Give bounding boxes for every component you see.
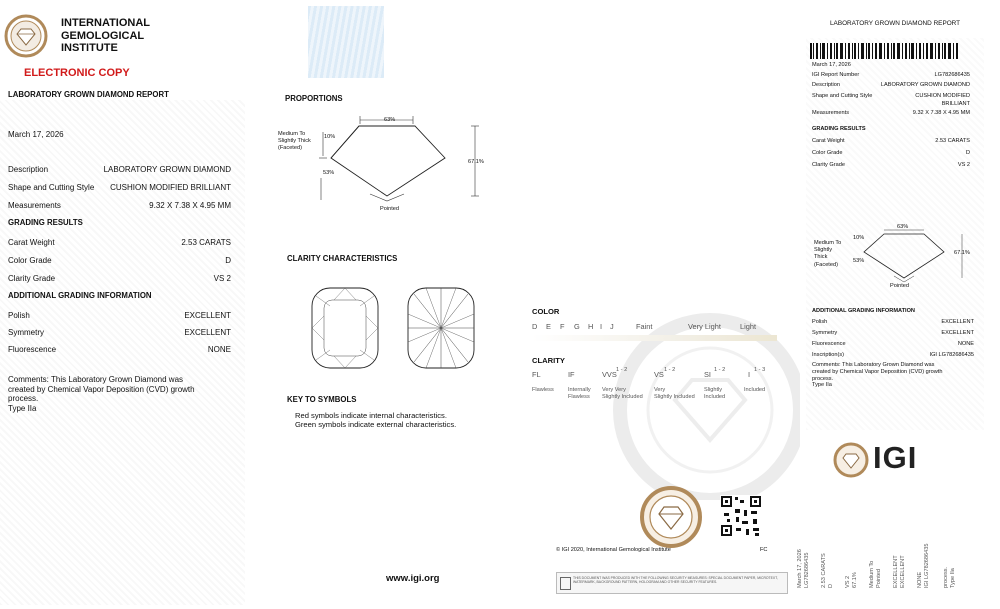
right-depth-percent: 67.1% bbox=[954, 250, 970, 256]
report-title: LABORATORY GROWN DIAMOND REPORT bbox=[8, 90, 169, 99]
rotated-line: VS 2 bbox=[845, 575, 851, 588]
row-value: D bbox=[965, 150, 970, 156]
color-grade: G bbox=[574, 322, 580, 331]
color-light: Light bbox=[740, 322, 757, 331]
comments-line: Comments: This Laboratory Grown Diamond was bbox=[8, 375, 184, 384]
igi-gold-seal-icon bbox=[640, 486, 702, 548]
igi-logo-text: IGI bbox=[873, 440, 918, 475]
right-date: March 17, 2026 bbox=[812, 62, 851, 68]
rotated-line: EXCELLENT bbox=[893, 555, 899, 588]
row-label: Symmetry bbox=[8, 328, 44, 337]
rotated-line: NONE bbox=[917, 571, 923, 588]
rotated-line: Pointed bbox=[876, 569, 882, 588]
fc-code: FC bbox=[760, 547, 768, 553]
row-label: Polish bbox=[8, 311, 30, 320]
comments-line: Comments: This Laboratory Grown Diamond was bbox=[812, 362, 935, 368]
comments-text bbox=[8, 375, 195, 413]
color-grade: E bbox=[546, 322, 551, 331]
rotated-text bbox=[943, 500, 957, 588]
security-fine-print: THIS DOCUMENT WAS PRODUCED WITH THE FOLLOWING SECURITY MEASURES: SPECIAL DOCUMENT PAPER, MICROTEXT, WATERMARK, BACKGROUND PATTERN, HOLOGRAM AND OTHER SECURITY FEATURES. bbox=[573, 576, 778, 585]
rotated-line: LG782686435 bbox=[804, 552, 810, 588]
right-report-title: LABORATORY GROWN DIAMOND REPORT bbox=[830, 20, 961, 27]
row-value: EXCELLENT bbox=[941, 330, 974, 336]
document-icon bbox=[560, 577, 571, 590]
right-row bbox=[812, 341, 974, 352]
right-row bbox=[812, 108, 970, 117]
rotated-line: process. bbox=[943, 566, 949, 588]
comments-line: Type IIa bbox=[812, 382, 832, 389]
key-to-symbols-title: KEY TO SYMBOLS bbox=[287, 395, 357, 404]
hologram-image bbox=[308, 6, 384, 78]
symmetry-row bbox=[8, 328, 231, 337]
row-value: D bbox=[225, 256, 231, 265]
row-value: EXCELLENT bbox=[941, 319, 974, 325]
right-culet-label: Pointed bbox=[890, 283, 909, 289]
clarity-grade-sup: 1 - 3 bbox=[754, 367, 766, 373]
rotated-line: D bbox=[828, 583, 834, 588]
clarity-desc: Slightly Included bbox=[602, 394, 643, 400]
rotated-summary-strip bbox=[797, 500, 977, 592]
qr-code-icon[interactable] bbox=[720, 495, 762, 537]
girdle-line: Medium To bbox=[814, 240, 842, 246]
rotated-line: Type IIa bbox=[950, 568, 956, 588]
clarity-desc-row bbox=[532, 387, 782, 403]
institute-name bbox=[61, 17, 150, 55]
crown-view-plot bbox=[312, 288, 378, 368]
row-label: Description bbox=[8, 165, 49, 174]
igi-seal-icon bbox=[4, 14, 48, 58]
row-label: Measurements bbox=[812, 109, 849, 116]
color-row bbox=[8, 256, 231, 265]
row-value: EXCELLENT bbox=[184, 328, 231, 337]
key-line-green: Green symbols indicate external characteristics. bbox=[295, 420, 457, 429]
pavilion-percent: 53% bbox=[323, 170, 335, 176]
row-label: Inscription(s) bbox=[812, 352, 845, 358]
table-percent: 63% bbox=[384, 117, 396, 123]
right-row bbox=[812, 80, 970, 91]
right-row bbox=[812, 352, 974, 361]
report-date: March 17, 2026 bbox=[8, 130, 64, 139]
row-label: Clarity Grade bbox=[812, 162, 845, 168]
institute-line-1: INTERNATIONAL bbox=[61, 17, 151, 29]
clarity-plot-diagrams bbox=[310, 286, 490, 372]
girdle-line: Slightly Thick bbox=[278, 138, 311, 144]
grading-results-title: GRADING RESULTS bbox=[8, 218, 83, 227]
row-value: NONE bbox=[207, 345, 231, 354]
rotated-text bbox=[821, 500, 835, 588]
clarity-desc: Internally bbox=[568, 387, 591, 393]
rotated-text bbox=[917, 500, 931, 588]
row-label: IGI Report Number bbox=[812, 72, 860, 78]
electronic-copy-label: ELECTRONIC COPY bbox=[24, 67, 130, 79]
igi-logo-seal-icon bbox=[833, 442, 869, 478]
clarity-grade: SI bbox=[704, 370, 711, 379]
row-value: 2.53 CARATS bbox=[935, 138, 970, 144]
row-label: Color Grade bbox=[8, 256, 52, 265]
row-label: Measurements bbox=[8, 201, 61, 210]
clarity-grade: FL bbox=[532, 370, 541, 379]
clarity-grade-sup: 1 - 2 bbox=[616, 367, 628, 373]
right-comments bbox=[812, 362, 942, 389]
girdle-line: Slightly bbox=[814, 247, 833, 254]
color-grade: F bbox=[560, 322, 565, 331]
clarity-grade-sup: 1 - 2 bbox=[664, 367, 676, 373]
carat-row bbox=[8, 238, 231, 247]
fluorescence-row bbox=[8, 345, 231, 354]
institute-line-2: GEMOLOGICAL bbox=[61, 29, 145, 42]
website-link[interactable]: www.igi.org bbox=[386, 573, 440, 584]
right-row bbox=[812, 330, 974, 341]
right-girdle-label bbox=[814, 240, 841, 269]
row-label: Clarity Grade bbox=[8, 274, 56, 283]
clarity-grade-sup: 1 - 2 bbox=[714, 367, 726, 373]
row-value: VS 2 bbox=[957, 162, 970, 168]
right-row bbox=[812, 162, 970, 174]
row-value: LABORATORY GROWN DIAMOND bbox=[880, 81, 970, 88]
right-table-percent: 63% bbox=[897, 224, 909, 230]
clarity-desc: Slightly bbox=[704, 387, 723, 393]
rotated-line: Medium To bbox=[869, 560, 875, 588]
right-row bbox=[812, 319, 974, 330]
row-value: LABORATORY GROWN DIAMOND bbox=[103, 165, 231, 174]
row-value: NONE bbox=[957, 341, 974, 347]
rotated-line: 2.53 CARATS bbox=[821, 553, 827, 588]
key-line-red: Red symbols indicate internal characteristics. bbox=[295, 411, 447, 420]
desc-row bbox=[8, 165, 231, 174]
color-very-light: Very Light bbox=[688, 322, 721, 331]
row-label: Color Grade bbox=[812, 150, 843, 156]
clarity-desc: Included bbox=[704, 394, 726, 400]
rotated-line: IGI LG782686435 bbox=[924, 543, 930, 588]
row-value: 2.53 CARATS bbox=[181, 238, 231, 247]
rotated-text bbox=[797, 500, 811, 588]
comments-line: process. bbox=[812, 375, 834, 382]
proportions-title: PROPORTIONS bbox=[285, 94, 343, 103]
row-label: Description bbox=[812, 81, 840, 88]
rotated-text bbox=[845, 500, 859, 588]
right-details bbox=[812, 72, 970, 117]
color-scale-title: COLOR bbox=[532, 307, 560, 316]
barcode-icon bbox=[810, 43, 970, 59]
rotated-text bbox=[893, 500, 907, 588]
clarity-desc: Flawless bbox=[532, 387, 554, 393]
right-grading-title: GRADING RESULTS bbox=[812, 126, 866, 132]
right-grading bbox=[812, 138, 970, 174]
rotated-line: EXCELLENT bbox=[900, 555, 906, 588]
rotated-line: 67.1% bbox=[852, 572, 858, 588]
clarity-scale-row bbox=[532, 367, 782, 380]
color-grade: J bbox=[610, 322, 614, 331]
clarity-grade: VVS bbox=[602, 370, 617, 379]
row-label: Polish bbox=[812, 319, 828, 325]
rotated-line: March 17, 2026 bbox=[797, 549, 803, 588]
institute-line-3: INSTITUTE bbox=[61, 42, 118, 54]
row-value: LG782686435 bbox=[934, 72, 970, 78]
row-label: Fluorescence bbox=[812, 341, 846, 347]
girdle-label bbox=[278, 131, 311, 152]
color-grade: H bbox=[588, 322, 594, 331]
rotated-text bbox=[869, 500, 883, 588]
clarity-desc: Very bbox=[654, 387, 666, 393]
row-value: BRILLIANT bbox=[941, 100, 970, 107]
color-faint: Faint bbox=[636, 322, 653, 331]
comments-line: process. bbox=[8, 394, 39, 403]
clarity-grade: IF bbox=[568, 370, 575, 379]
clarity-desc: Included bbox=[744, 387, 766, 393]
clarity-desc: Flawless bbox=[568, 394, 590, 400]
girdle-line: Medium To bbox=[278, 131, 306, 137]
row-label: Shape and Cutting Style bbox=[8, 183, 95, 192]
clarity-row bbox=[8, 274, 231, 283]
right-row bbox=[812, 72, 970, 80]
right-row bbox=[812, 93, 970, 101]
right-pavilion-percent: 53% bbox=[853, 258, 865, 264]
measurements-row bbox=[8, 201, 231, 210]
row-label: Shape and Cutting Style bbox=[812, 93, 873, 100]
additional-info-title: ADDITIONAL GRADING INFORMATION bbox=[8, 291, 152, 300]
row-label: Symmetry bbox=[812, 330, 838, 336]
clarity-desc: Slightly Included bbox=[654, 394, 695, 400]
row-value: IGI LG782686435 bbox=[929, 352, 974, 358]
clarity-desc: Very Very bbox=[602, 387, 626, 393]
crown-percent: 10% bbox=[324, 134, 336, 140]
color-scale-bar bbox=[532, 335, 777, 341]
right-row bbox=[812, 101, 970, 109]
clarity-grade: I bbox=[748, 370, 751, 379]
color-grade: D bbox=[532, 322, 538, 331]
right-additional-title: ADDITIONAL GRADING INFORMATION bbox=[812, 308, 915, 314]
security-fine-print-box bbox=[556, 572, 788, 594]
girdle-line: (Faceted) bbox=[814, 261, 838, 268]
girdle-line: (Faceted) bbox=[278, 145, 302, 151]
row-label: Fluorescence bbox=[8, 345, 57, 354]
girdle-line: Thick bbox=[814, 254, 828, 261]
right-row bbox=[812, 138, 970, 150]
row-value: VS 2 bbox=[213, 274, 231, 283]
comments-line: created by Chemical Vapor Deposition (CVD) growth bbox=[812, 368, 943, 375]
polish-row bbox=[8, 311, 231, 320]
row-label: Carat Weight bbox=[8, 238, 55, 247]
copyright-text: © IGI 2020, International Gemological Institute bbox=[556, 547, 671, 553]
pavilion-view-plot bbox=[408, 288, 474, 368]
color-scale-row bbox=[532, 322, 782, 332]
right-crown-percent: 10% bbox=[853, 235, 865, 241]
row-value: 9.32 X 7.38 X 4.95 MM bbox=[912, 109, 970, 116]
row-value: CUSHION MODIFIED BRILLIANT bbox=[110, 183, 231, 192]
color-grade: I bbox=[600, 322, 603, 331]
depth-percent: 67.1% bbox=[468, 159, 484, 165]
row-value: 9.32 X 7.38 X 4.95 MM bbox=[149, 201, 231, 210]
right-additional bbox=[812, 319, 974, 361]
comments-line: created by Chemical Vapor Deposition (CVD) growth bbox=[8, 384, 195, 394]
clarity-scale-title: CLARITY bbox=[532, 356, 565, 365]
shape-row bbox=[8, 183, 231, 192]
row-value: CUSHION MODIFIED bbox=[915, 93, 970, 100]
clarity-grade: VS bbox=[654, 370, 664, 379]
right-row bbox=[812, 150, 970, 162]
clarity-characteristics-title: CLARITY CHARACTERISTICS bbox=[287, 254, 398, 263]
culet-label: Pointed bbox=[380, 206, 399, 212]
row-label: Carat Weight bbox=[812, 138, 845, 144]
comments-line: Type IIa bbox=[8, 403, 37, 413]
row-value: EXCELLENT bbox=[184, 311, 231, 320]
